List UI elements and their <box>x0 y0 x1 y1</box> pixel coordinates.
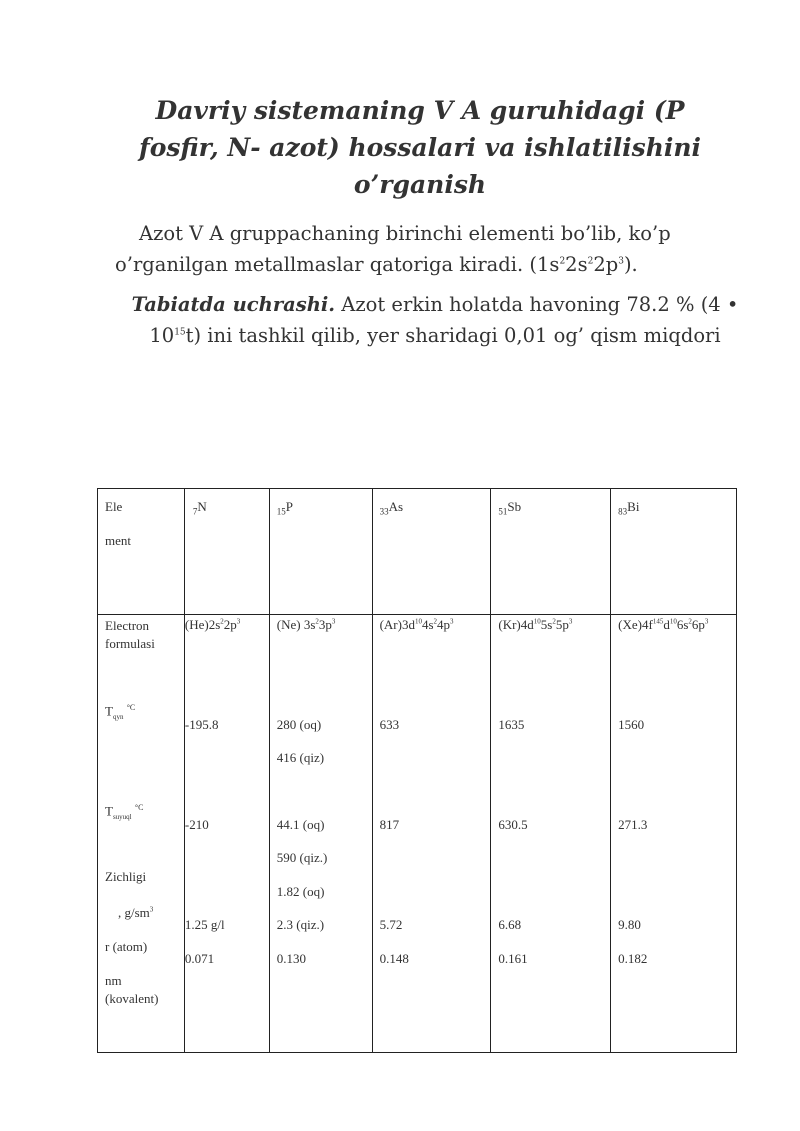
electron-formula: $(Xe)4f^{145}d^{10}6s^26p^3$ <box>618 617 709 632</box>
density-value: 2.3 (qiz.) <box>276 917 325 932</box>
radius-value: 0.071 <box>184 951 215 966</box>
element-properties-table <box>97 488 737 1053</box>
intro-text-e: ). <box>623 253 638 276</box>
density-label: Zichligi <box>105 869 147 884</box>
intro-line-2 <box>115 249 730 280</box>
document-title: Davriy sistemaning V A guruhidagi (P fosfir, N- azot) hossalari va ishlatilishini o’rganish <box>138 96 702 199</box>
density-value: 9.80 <box>618 917 641 932</box>
boiling-label: $T_{suyuql}$ $^{^\circ C}$ <box>105 803 144 821</box>
intro-paragraph <box>115 218 730 280</box>
radius-value: 0.130 <box>276 951 306 966</box>
occurrence-text-b: t) ini tashkil qilib, yer sharidagi 0,01 og’ qism miqdori <box>185 324 721 347</box>
occurrence-sup: 15 <box>174 327 186 338</box>
header-element-bi: $_{83}$Bi <box>611 489 737 615</box>
element-symbol: As <box>388 499 404 514</box>
density-value: 5.72 <box>379 917 403 932</box>
density-value-1: 1.82 (oq) <box>276 884 325 899</box>
radius-value: 0.182 <box>618 951 648 966</box>
melting-value-2: 416 (qiz) <box>276 750 325 765</box>
intro-sup-2: 2 <box>587 256 594 267</box>
intro-sup-1: 2 <box>559 256 566 267</box>
boiling-value: 630.5 <box>498 817 528 832</box>
melting-label: $T_{qyn}$ $^{^\circ C}$ <box>105 703 136 721</box>
electron-formula: (Ne) $3s^23p^3$ <box>276 617 336 632</box>
header-element-as: $_{33}$As <box>372 489 491 615</box>
occurrence-text-a: Azot erkin holatda havoning 78.2 % (4 • 10 <box>149 293 739 347</box>
intro-sup-3: 3 <box>618 256 624 267</box>
header-element-n: $_7$N <box>184 489 269 615</box>
density-unit-label: , $g/sm^3$ <box>118 905 154 920</box>
intro-text-c: 2s <box>565 253 588 276</box>
header-label-line-1: Ele <box>105 499 123 514</box>
element-values-bi <box>611 615 737 1053</box>
electron-formula: $(Kr)4d^{10}5s^25p^3$ <box>498 617 573 632</box>
radius-value: 0.148 <box>379 951 409 966</box>
header-label-line-2: ment <box>105 533 131 548</box>
electron-formula: $(Ar)3d^{10}4s^24p^3$ <box>379 617 454 632</box>
table-data-row <box>98 615 737 1053</box>
element-symbol: Bi <box>627 499 640 514</box>
element-values-p <box>269 615 372 1053</box>
element-values-n <box>184 615 269 1053</box>
intro-text-b: o’rganilgan metallmaslar qatoriga kiradi. (1s <box>115 253 560 276</box>
radius-label: r (atom) nm (kovalent) <box>105 939 159 1006</box>
electron-formula: $(He)2s^22p^3$ <box>184 617 241 632</box>
intro-text-a: Azot V A gruppachaning birinchi elementi bo’lib, ko’p <box>139 222 671 245</box>
boiling-value: 271.3 <box>618 817 648 832</box>
density-value: 6.68 <box>498 917 522 932</box>
intro-text-d: 2p <box>593 253 619 276</box>
row-labels-cell <box>98 615 185 1053</box>
table-header-row <box>98 489 737 615</box>
occurrence-paragraph <box>120 289 750 351</box>
melting-value: -195.8 <box>184 717 219 732</box>
element-values-sb <box>491 615 611 1053</box>
boiling-value: 44.1 (oq) <box>276 817 325 832</box>
electron-label: Electron formulasi <box>105 618 155 651</box>
element-values-as <box>372 615 491 1053</box>
header-label-cell <box>98 489 185 615</box>
melting-value: 633 <box>379 717 400 732</box>
occurrence-lead: Tabiatda uchrashi. <box>131 293 336 316</box>
element-symbol: N <box>197 499 207 514</box>
element-symbol: Sb <box>507 499 522 514</box>
melting-value: 1560 <box>618 717 645 732</box>
boiling-value: 817 <box>379 817 400 832</box>
melting-value: 280 (oq) <box>276 717 322 732</box>
density-value: 1.25 g/l <box>184 917 225 932</box>
boiling-value: -210 <box>184 817 209 832</box>
boiling-value-2: 590 (qiz.) <box>276 850 328 865</box>
header-element-sb: $_{51}$Sb <box>491 489 611 615</box>
radius-value: 0.161 <box>498 951 528 966</box>
melting-value: 1635 <box>498 717 525 732</box>
element-symbol: P <box>285 499 293 514</box>
header-element-p: $_{15}$P <box>269 489 372 615</box>
